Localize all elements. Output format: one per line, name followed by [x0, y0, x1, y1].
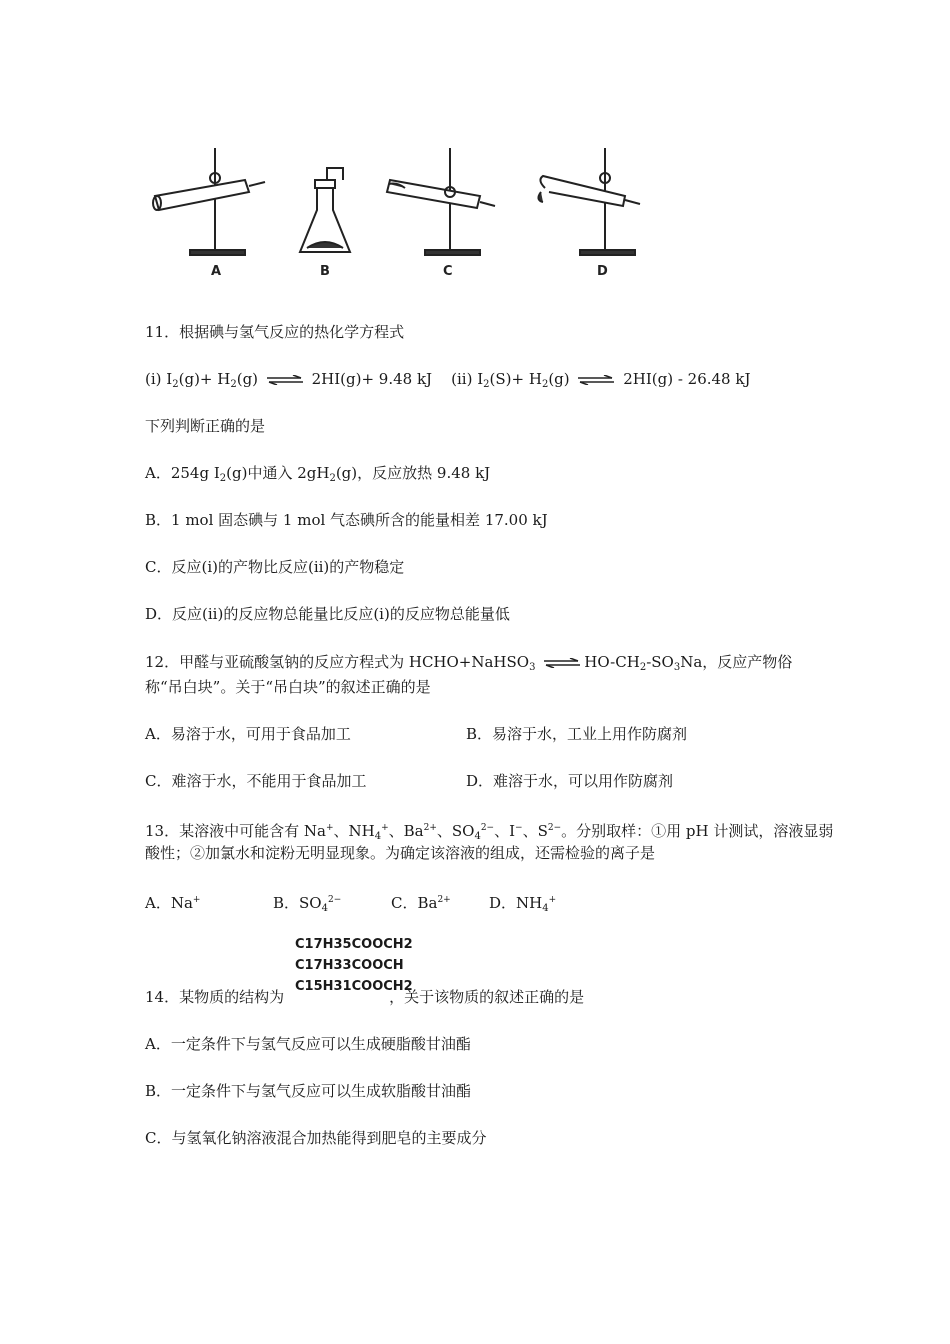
apparatus-d — [538, 148, 640, 255]
eq-ii-label: (ii) — [451, 370, 473, 388]
q11-option-a: A．254g $I_2(g)$中通入 $2gH_2(g)$，反应放热 9.48 kJ — [145, 464, 491, 484]
structure-line-1: C17H35COOCH2 — [295, 937, 413, 952]
q12-options-row1 — [145, 724, 688, 744]
q14-option-b: B．一定条件下与氢气反应可以生成软脂酸甘油酯 — [145, 1082, 472, 1100]
q12-option-c: C．难溶于水，不能用于食品加工 — [145, 772, 367, 790]
q11-stem: 11．根据碘与氢气反应的热化学方程式 — [145, 323, 405, 341]
equilibrium-arrow-icon — [578, 375, 614, 385]
q13-option-d: D．$NH_4^+$ — [489, 894, 557, 914]
structure-line-3: C15H31COOCH2 — [295, 979, 413, 994]
apparatus-b — [300, 168, 350, 252]
q12-option-a: A．易溶于水，可用于食品加工 — [145, 725, 351, 743]
q12-stem-line2: 称“吊白块”。关于“吊白块”的叙述正确的是 — [145, 678, 431, 696]
structure-line-2: C17H33COOCH — [295, 958, 404, 973]
q13-stem-line2: 酸性；②加氯水和淀粉无明显现象。为确定该溶液的组成，还需检验的离子是 — [145, 844, 656, 862]
eq-i-i2: I — [166, 370, 173, 388]
q11-prompt: 下列判断正确的是 — [145, 417, 266, 435]
q13-option-b: B．$SO_4^{2-}$ — [273, 894, 342, 914]
apparatus-c — [387, 148, 495, 255]
q14-option-a: A．一定条件下与氢气反应可以生成硬脂酸甘油酯 — [145, 1035, 471, 1053]
eq-i-label: (i) — [145, 370, 162, 388]
q11-equations: (i) $I_2(g)+ H_2(g)$ 2HI(g)+ 9.48 kJ (ii) $I_2(S)+ H_2(g)$ 2HI(g) - 26.48 kJ — [145, 370, 751, 390]
label-b: B — [320, 264, 330, 279]
apparatus-figure — [145, 140, 655, 285]
q11-option-d: D．反应(ii)的反应物总能量比反应(i)的反应物总能量低 — [145, 605, 510, 623]
apparatus-a — [153, 148, 265, 255]
q13-option-a: A．Na+ — [145, 894, 201, 912]
equilibrium-arrow-icon — [267, 375, 303, 385]
q14-stem: 14．某物质的结构为 ，关于该物质的叙述正确的是 — [145, 988, 585, 1006]
q12-stem-line1: 12．甲醛与亚硫酸氢钠的反应方程式为 HCHO+NaHSO$_3$ $HO-CH_2-SO_3Na$，反应产物俗 — [145, 653, 793, 673]
q13-stem-line1: 13．某溶液中可能含有 Na+、$NH_4^+$、$Ba^{2+}$、$SO_4^{2-}$、I−、$S^{2-}$。分别取样：①用 pH 计测试，溶液显弱 — [145, 822, 834, 842]
equilibrium-arrow-icon — [544, 658, 580, 668]
eq-i-rhs: 2HI(g)+ 9.48 kJ — [311, 370, 433, 388]
label-d: D — [597, 264, 608, 279]
q11-option-b: B．1 mol 固态碘与 1 mol 气态碘所含的能量相差 17.00 kJ — [145, 511, 548, 529]
eq-ii-rhs: 2HI(g) - 26.48 kJ — [623, 370, 751, 388]
label-a: A — [211, 264, 222, 279]
label-c: C — [443, 264, 453, 279]
q14-option-c: C．与氢氧化钠溶液混合加热能得到肥皂的主要成分 — [145, 1129, 487, 1147]
q13-options — [145, 890, 557, 914]
q13-option-c: C．$Ba^{2+}$ — [391, 894, 451, 912]
q12-option-d: D．难溶于水，可以用作防腐剂 — [466, 772, 674, 790]
q12-options-row2 — [145, 771, 674, 791]
q12-option-b: B．易溶于水，工业上用作防腐剂 — [466, 725, 688, 743]
q11-option-c: C．反应(i)的产物比反应(ii)的产物稳定 — [145, 558, 405, 576]
